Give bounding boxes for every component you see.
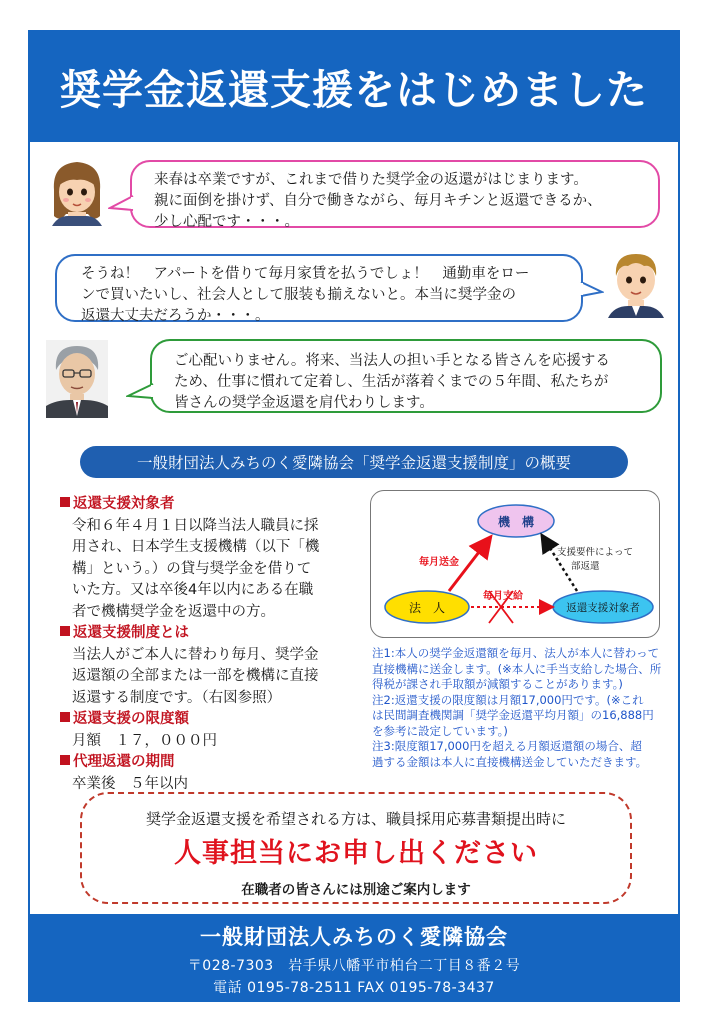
program-details [60,494,365,795]
section-title: 一般財団法人みちのく愛隣協会「奨学金返還支援制度」の概要 [136,454,571,472]
detail-body: 月額 １７，０００円 [72,732,217,749]
bubble-tail-female [108,194,134,214]
detail-body: 令和６年４月１日以降当法人職員に採 用され、日本学生支援機構（以下「機 構」という。）の貸与奨学金を借りて いた方。又は卒後4年以内にある在職 者で機構奨学金を返還中の方。 [72,517,320,620]
flow-diagram [370,490,660,638]
corp-node-label: 法 人 [408,601,446,615]
male-avatar-illustration [604,246,668,318]
detail-heading: 返還支援対象者 [60,494,365,516]
target-node-label: 返還支援対象者 [566,602,640,614]
detail-heading: 代理返還の期間 [60,752,365,774]
director-portrait [46,340,108,418]
detail-body: 当法人がご本人に替わり毎月、奨学金 返還額の全部または一部を機構に直接 返還する制度です。（右図参照） [72,646,319,706]
speech-bubble-director: ご心配いりません。将来、当法人の担い手となる皆さんを応援する ため、仕事に慣れて定着し、生活が落着くまでの５年間、私たちが 皆さんの奨学金返還を肩代わりします。 [150,339,662,413]
section-banner [80,446,628,478]
title-banner [28,30,680,142]
footer [28,914,680,1002]
female-avatar-illustration [46,156,108,226]
detail-heading: 返還支援制度とは [60,623,365,645]
cta-headline: 人事担当にお申し出ください [174,838,538,869]
notes: 注1:本人の奨学金返還額を毎月、法人が本人に替わって 直接機構に送金します。(※本人に手当支給した場合、所 得税が課され手取額が減額することがあります。) 注2:返還支援の限度額は月額17,000円です。(※これ は民間調査機関調「奨学金返還平均月額」の16,888円 を参考に設定しています。) 注3:限度額17,000円を超える月額返還額の場合、超 過する金額は本人に直接機構送金していただきます。 [372,646,662,769]
footer-tel: 電話 0195-78-2511 FAX 0195-78-3437 [213,980,495,996]
footer-org: 一般財団法人みちのく愛隣協会 [200,925,508,949]
detail-heading: 返還支援の限度額 [60,709,365,731]
cta-box [80,792,632,904]
speech-bubble-male: そうね！ アパートを借りて毎月家賃を払うでしょ！ 通勤車をロー ンで買いたいし、社会人として服装も揃えないと。本当に奨学金の 返還大丈夫だろうか・・・。 [55,254,583,322]
monthly-pay-label: 毎月支給 [483,591,523,602]
cta-line1: 奨学金返還支援を希望される方は、職員採用応募書類提出時に [145,810,566,828]
detail-body: 卒業後 ５年以内 [72,775,188,792]
bubble-tail-director [126,382,154,404]
page-title: 奨学金返還支援をはじめました [60,65,648,114]
bubble-tail-male [580,280,604,300]
requirement-label-2: 部返還 [571,561,600,572]
org-node-label: 機 構 [497,515,535,529]
cta-note: 在職者の皆さんには別途ご案内します [241,882,471,898]
monthly-transfer-label: 毎月送金 [419,557,459,568]
footer-address: 〒028-7303 岩手県八幡平市柏台二丁目８番２号 [187,958,521,974]
requirement-label: 支援要件によって [557,547,634,558]
speech-bubble-female: 来春は卒業ですが、これまで借りた奨学金の返還がはじまります。 親に面倒を掛けず、自分で働きながら、毎月キチンと返還できるか、 少し心配です・・・。 [130,160,660,228]
